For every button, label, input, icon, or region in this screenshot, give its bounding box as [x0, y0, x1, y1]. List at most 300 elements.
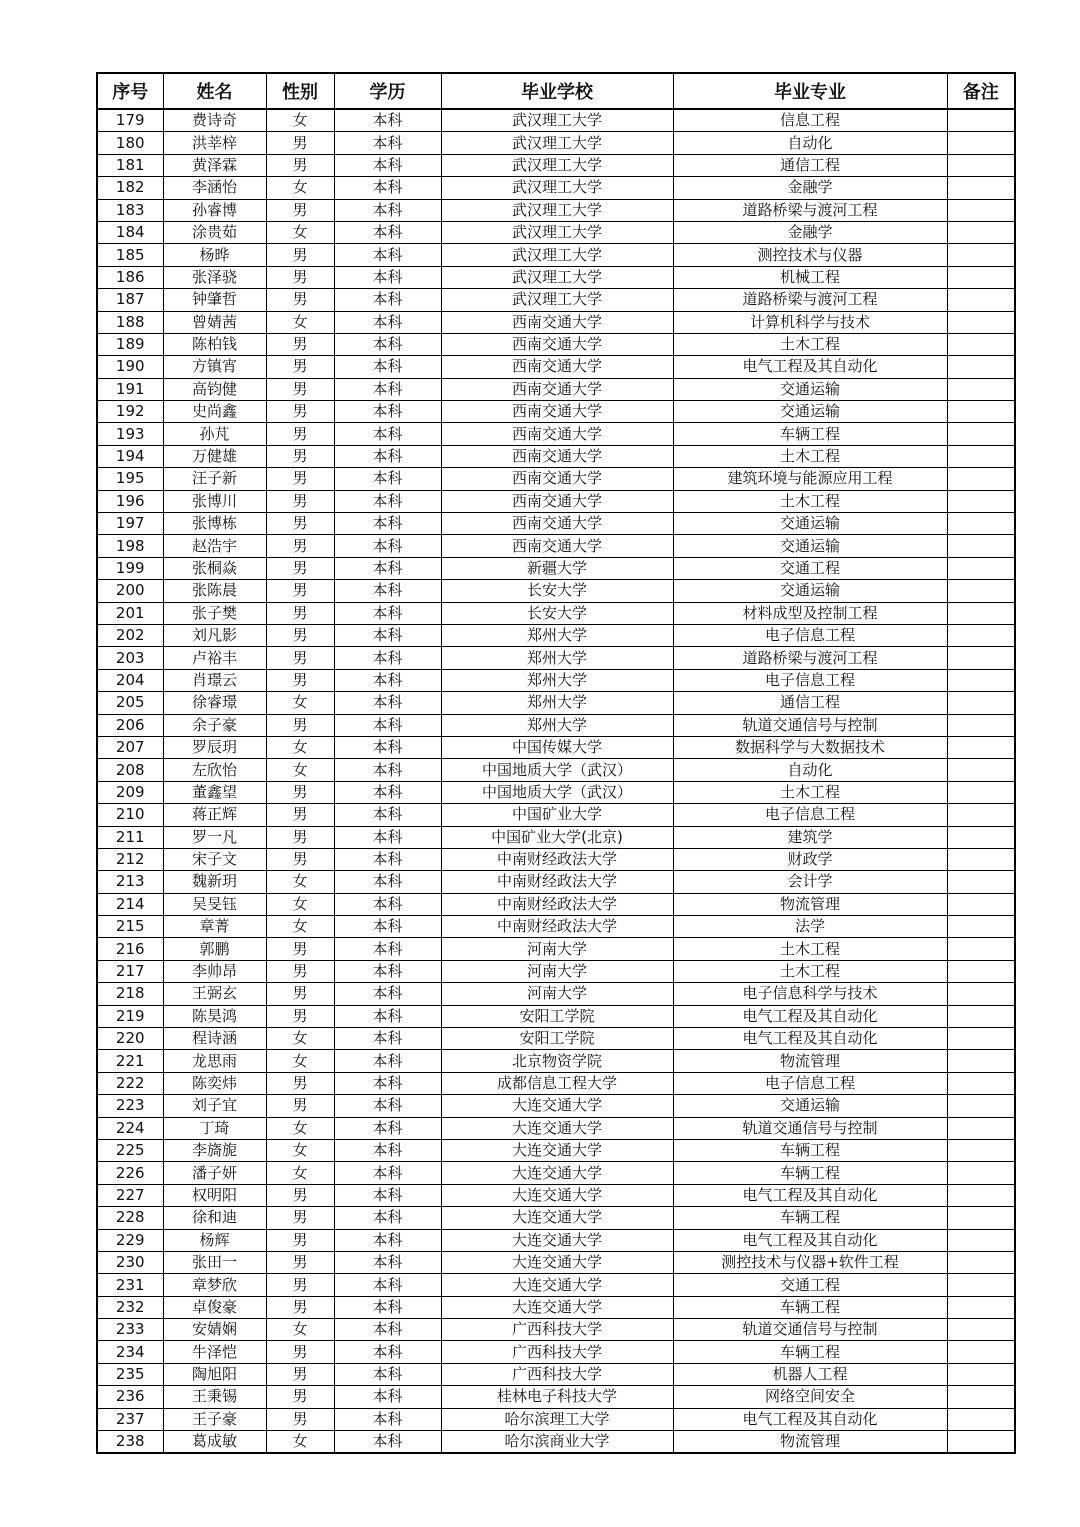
cell-major: 车辆工程	[673, 1296, 947, 1318]
cell-gender: 女	[266, 692, 334, 714]
header-no: 序号	[97, 73, 163, 109]
table-row	[97, 177, 1015, 199]
cell-no: 224	[97, 1117, 163, 1139]
table-row	[97, 378, 1015, 400]
cell-note	[947, 602, 1015, 624]
cell-note	[947, 154, 1015, 176]
table-row	[97, 1341, 1015, 1363]
cell-degree: 本科	[334, 423, 441, 445]
cell-degree: 本科	[334, 781, 441, 803]
cell-no: 194	[97, 445, 163, 467]
cell-name: 王秉锡	[163, 1386, 266, 1408]
cell-no: 211	[97, 826, 163, 848]
cell-major: 计算机科学与技术	[673, 311, 947, 333]
table-row	[97, 938, 1015, 960]
cell-degree: 本科	[334, 557, 441, 579]
cell-note	[947, 468, 1015, 490]
cell-name: 史尚鑫	[163, 401, 266, 423]
cell-degree: 本科	[334, 109, 441, 132]
cell-school: 大连交通大学	[441, 1207, 673, 1229]
cell-note	[947, 893, 1015, 915]
cell-name: 万健雄	[163, 445, 266, 467]
cell-school: 西南交通大学	[441, 490, 673, 512]
table-row	[97, 826, 1015, 848]
cell-name: 张田一	[163, 1251, 266, 1273]
cell-major: 电子信息工程	[673, 624, 947, 646]
cell-degree: 本科	[334, 916, 441, 938]
cell-no: 227	[97, 1184, 163, 1206]
cell-name: 魏新玥	[163, 871, 266, 893]
table-row	[97, 1028, 1015, 1050]
cell-gender: 男	[266, 938, 334, 960]
cell-note	[947, 490, 1015, 512]
cell-gender: 男	[266, 647, 334, 669]
cell-gender: 女	[266, 916, 334, 938]
cell-note	[947, 1274, 1015, 1296]
cell-note	[947, 1050, 1015, 1072]
cell-gender: 男	[266, 266, 334, 288]
cell-note	[947, 1005, 1015, 1027]
cell-gender: 男	[266, 1363, 334, 1385]
cell-note	[947, 759, 1015, 781]
cell-major: 道路桥梁与渡河工程	[673, 199, 947, 221]
cell-degree: 本科	[334, 826, 441, 848]
cell-major: 土木工程	[673, 445, 947, 467]
header-name: 姓名	[163, 73, 266, 109]
cell-school: 长安大学	[441, 580, 673, 602]
table-row	[97, 109, 1015, 132]
cell-school: 武汉理工大学	[441, 109, 673, 132]
cell-major: 土木工程	[673, 960, 947, 982]
cell-gender: 女	[266, 893, 334, 915]
cell-major: 电气工程及其自动化	[673, 1028, 947, 1050]
cell-gender: 女	[266, 736, 334, 758]
cell-gender: 女	[266, 1319, 334, 1341]
cell-major: 轨道交通信号与控制	[673, 1319, 947, 1341]
cell-major: 电气工程及其自动化	[673, 1184, 947, 1206]
cell-degree: 本科	[334, 177, 441, 199]
cell-name: 安婧娴	[163, 1319, 266, 1341]
cell-degree: 本科	[334, 1028, 441, 1050]
table-row	[97, 1386, 1015, 1408]
cell-school: 武汉理工大学	[441, 266, 673, 288]
header-note: 备注	[947, 73, 1015, 109]
cell-degree: 本科	[334, 1251, 441, 1273]
cell-name: 丁琦	[163, 1117, 266, 1139]
table-row	[97, 1408, 1015, 1430]
cell-school: 大连交通大学	[441, 1296, 673, 1318]
cell-degree: 本科	[334, 624, 441, 646]
cell-gender: 男	[266, 1184, 334, 1206]
cell-school: 河南大学	[441, 960, 673, 982]
cell-note	[947, 311, 1015, 333]
cell-gender: 男	[266, 1095, 334, 1117]
cell-note	[947, 177, 1015, 199]
cell-note	[947, 781, 1015, 803]
cell-school: 中南财经政法大学	[441, 871, 673, 893]
cell-gender: 男	[266, 401, 334, 423]
cell-degree: 本科	[334, 244, 441, 266]
cell-school: 西南交通大学	[441, 401, 673, 423]
cell-note	[947, 1408, 1015, 1430]
cell-school: 西南交通大学	[441, 356, 673, 378]
cell-major: 轨道交通信号与控制	[673, 1117, 947, 1139]
cell-degree: 本科	[334, 1431, 441, 1454]
table-row	[97, 692, 1015, 714]
cell-major: 法学	[673, 916, 947, 938]
cell-note	[947, 1139, 1015, 1161]
cell-no: 186	[97, 266, 163, 288]
cell-degree: 本科	[334, 848, 441, 870]
table-row	[97, 893, 1015, 915]
cell-school: 安阳工学院	[441, 1005, 673, 1027]
cell-note	[947, 647, 1015, 669]
cell-degree: 本科	[334, 1274, 441, 1296]
cell-school: 武汉理工大学	[441, 244, 673, 266]
cell-school: 大连交通大学	[441, 1117, 673, 1139]
table-row	[97, 602, 1015, 624]
cell-school: 武汉理工大学	[441, 289, 673, 311]
cell-school: 新疆大学	[441, 557, 673, 579]
cell-major: 电子信息工程	[673, 1072, 947, 1094]
cell-name: 洪莘梓	[163, 132, 266, 154]
cell-degree: 本科	[334, 1005, 441, 1027]
cell-no: 199	[97, 557, 163, 579]
cell-no: 205	[97, 692, 163, 714]
cell-no: 179	[97, 109, 163, 132]
cell-major: 土木工程	[673, 490, 947, 512]
cell-school: 哈尔滨理工大学	[441, 1408, 673, 1430]
cell-degree: 本科	[334, 871, 441, 893]
cell-name: 曾婧茜	[163, 311, 266, 333]
cell-degree: 本科	[334, 132, 441, 154]
cell-gender: 男	[266, 1229, 334, 1251]
table-row	[97, 468, 1015, 490]
table-row	[97, 580, 1015, 602]
cell-note	[947, 221, 1015, 243]
cell-degree: 本科	[334, 1229, 441, 1251]
cell-no: 213	[97, 871, 163, 893]
cell-no: 184	[97, 221, 163, 243]
cell-school: 中国矿业大学(北京)	[441, 826, 673, 848]
cell-degree: 本科	[334, 490, 441, 512]
cell-degree: 本科	[334, 1162, 441, 1184]
cell-school: 西南交通大学	[441, 468, 673, 490]
cell-note	[947, 1207, 1015, 1229]
table-row	[97, 1095, 1015, 1117]
table-row	[97, 647, 1015, 669]
table-row	[97, 1162, 1015, 1184]
cell-no: 236	[97, 1386, 163, 1408]
cell-major: 材料成型及控制工程	[673, 602, 947, 624]
cell-gender: 男	[266, 557, 334, 579]
cell-major: 网络空间安全	[673, 1386, 947, 1408]
cell-gender: 男	[266, 624, 334, 646]
cell-name: 潘子妍	[163, 1162, 266, 1184]
table-row	[97, 1296, 1015, 1318]
cell-note	[947, 109, 1015, 132]
cell-degree: 本科	[334, 311, 441, 333]
cell-degree: 本科	[334, 535, 441, 557]
cell-note	[947, 266, 1015, 288]
cell-no: 190	[97, 356, 163, 378]
cell-gender: 男	[266, 154, 334, 176]
cell-school: 大连交通大学	[441, 1095, 673, 1117]
cell-name: 卢裕丰	[163, 647, 266, 669]
cell-no: 185	[97, 244, 163, 266]
cell-name: 陶旭阳	[163, 1363, 266, 1385]
cell-no: 195	[97, 468, 163, 490]
cell-gender: 男	[266, 669, 334, 691]
cell-major: 土木工程	[673, 938, 947, 960]
cell-major: 交通工程	[673, 557, 947, 579]
cell-degree: 本科	[334, 1095, 441, 1117]
table-row	[97, 199, 1015, 221]
cell-no: 222	[97, 1072, 163, 1094]
cell-major: 交通运输	[673, 535, 947, 557]
cell-gender: 男	[266, 1274, 334, 1296]
cell-school: 西南交通大学	[441, 513, 673, 535]
cell-school: 武汉理工大学	[441, 221, 673, 243]
cell-name: 余子豪	[163, 714, 266, 736]
cell-name: 孙睿博	[163, 199, 266, 221]
cell-school: 中南财经政法大学	[441, 848, 673, 870]
cell-degree: 本科	[334, 893, 441, 915]
cell-name: 涂贵茹	[163, 221, 266, 243]
cell-note	[947, 199, 1015, 221]
cell-note	[947, 423, 1015, 445]
cell-no: 189	[97, 333, 163, 355]
cell-note	[947, 871, 1015, 893]
cell-school: 中国地质大学（武汉）	[441, 781, 673, 803]
cell-name: 章菁	[163, 916, 266, 938]
cell-degree: 本科	[334, 1139, 441, 1161]
cell-gender: 男	[266, 580, 334, 602]
cell-name: 陈奕炜	[163, 1072, 266, 1094]
cell-gender: 男	[266, 1296, 334, 1318]
cell-note	[947, 804, 1015, 826]
table-row	[97, 1363, 1015, 1385]
cell-note	[947, 938, 1015, 960]
cell-no: 235	[97, 1363, 163, 1385]
cell-degree: 本科	[334, 1117, 441, 1139]
cell-no: 206	[97, 714, 163, 736]
cell-name: 黄泽霖	[163, 154, 266, 176]
table-row	[97, 490, 1015, 512]
cell-no: 217	[97, 960, 163, 982]
cell-major: 测控技术与仪器+软件工程	[673, 1251, 947, 1273]
cell-gender: 男	[266, 781, 334, 803]
cell-gender: 男	[266, 602, 334, 624]
cell-school: 西南交通大学	[441, 333, 673, 355]
cell-school: 大连交通大学	[441, 1162, 673, 1184]
cell-no: 180	[97, 132, 163, 154]
cell-no: 234	[97, 1341, 163, 1363]
cell-degree: 本科	[334, 221, 441, 243]
cell-major: 信息工程	[673, 109, 947, 132]
cell-note	[947, 1229, 1015, 1251]
cell-note	[947, 714, 1015, 736]
cell-note	[947, 1251, 1015, 1273]
cell-degree: 本科	[334, 1386, 441, 1408]
cell-no: 191	[97, 378, 163, 400]
cell-name: 程诗涵	[163, 1028, 266, 1050]
cell-major: 建筑环境与能源应用工程	[673, 468, 947, 490]
table-row	[97, 154, 1015, 176]
cell-school: 中国矿业大学	[441, 804, 673, 826]
cell-note	[947, 1386, 1015, 1408]
cell-gender: 男	[266, 356, 334, 378]
cell-note	[947, 692, 1015, 714]
cell-degree: 本科	[334, 938, 441, 960]
table-row	[97, 1319, 1015, 1341]
cell-school: 中南财经政法大学	[441, 916, 673, 938]
table-row	[97, 221, 1015, 243]
cell-gender: 男	[266, 132, 334, 154]
cell-name: 张泽骁	[163, 266, 266, 288]
cell-gender: 女	[266, 1028, 334, 1050]
cell-note	[947, 1162, 1015, 1184]
cell-no: 193	[97, 423, 163, 445]
cell-degree: 本科	[334, 1050, 441, 1072]
cell-note	[947, 513, 1015, 535]
header-major: 毕业专业	[673, 73, 947, 109]
table-row	[97, 311, 1015, 333]
cell-no: 218	[97, 983, 163, 1005]
table-row	[97, 736, 1015, 758]
cell-major: 电气工程及其自动化	[673, 1005, 947, 1027]
table-row	[97, 1072, 1015, 1094]
cell-no: 237	[97, 1408, 163, 1430]
cell-degree: 本科	[334, 983, 441, 1005]
cell-major: 交通工程	[673, 1274, 947, 1296]
cell-school: 西南交通大学	[441, 445, 673, 467]
cell-major: 交通运输	[673, 378, 947, 400]
table-row	[97, 1431, 1015, 1454]
cell-no: 187	[97, 289, 163, 311]
cell-degree: 本科	[334, 602, 441, 624]
cell-name: 杨辉	[163, 1229, 266, 1251]
cell-major: 道路桥梁与渡河工程	[673, 289, 947, 311]
table-row	[97, 1229, 1015, 1251]
cell-note	[947, 244, 1015, 266]
cell-no: 210	[97, 804, 163, 826]
cell-major: 财政学	[673, 848, 947, 870]
cell-gender: 女	[266, 1431, 334, 1454]
cell-major: 自动化	[673, 759, 947, 781]
cell-note	[947, 1319, 1015, 1341]
cell-major: 电气工程及其自动化	[673, 356, 947, 378]
cell-major: 通信工程	[673, 154, 947, 176]
cell-school: 西南交通大学	[441, 423, 673, 445]
cell-major: 建筑学	[673, 826, 947, 848]
cell-no: 228	[97, 1207, 163, 1229]
cell-no: 226	[97, 1162, 163, 1184]
cell-school: 中南财经政法大学	[441, 893, 673, 915]
header-gender: 性别	[266, 73, 334, 109]
cell-note	[947, 580, 1015, 602]
cell-no: 229	[97, 1229, 163, 1251]
cell-major: 自动化	[673, 132, 947, 154]
cell-major: 电子信息科学与技术	[673, 983, 947, 1005]
cell-note	[947, 1363, 1015, 1385]
cell-name: 赵浩宇	[163, 535, 266, 557]
cell-school: 广西科技大学	[441, 1341, 673, 1363]
cell-school: 安阳工学院	[441, 1028, 673, 1050]
cell-no: 230	[97, 1251, 163, 1273]
cell-degree: 本科	[334, 356, 441, 378]
cell-degree: 本科	[334, 401, 441, 423]
cell-gender: 男	[266, 423, 334, 445]
cell-school: 西南交通大学	[441, 535, 673, 557]
cell-major: 车辆工程	[673, 1341, 947, 1363]
cell-degree: 本科	[334, 1296, 441, 1318]
cell-note	[947, 983, 1015, 1005]
cell-name: 牛泽恺	[163, 1341, 266, 1363]
cell-gender: 男	[266, 1386, 334, 1408]
cell-name: 董鑫望	[163, 781, 266, 803]
cell-major: 测控技术与仪器	[673, 244, 947, 266]
cell-no: 219	[97, 1005, 163, 1027]
cell-gender: 男	[266, 289, 334, 311]
cell-school: 武汉理工大学	[441, 177, 673, 199]
cell-no: 207	[97, 736, 163, 758]
table-row	[97, 624, 1015, 646]
table-row	[97, 871, 1015, 893]
cell-name: 王弼玄	[163, 983, 266, 1005]
cell-no: 216	[97, 938, 163, 960]
cell-gender: 男	[266, 1251, 334, 1273]
cell-no: 192	[97, 401, 163, 423]
cell-note	[947, 1028, 1015, 1050]
cell-gender: 女	[266, 1117, 334, 1139]
cell-degree: 本科	[334, 1319, 441, 1341]
cell-degree: 本科	[334, 1184, 441, 1206]
cell-no: 220	[97, 1028, 163, 1050]
cell-degree: 本科	[334, 759, 441, 781]
cell-name: 钟肇哲	[163, 289, 266, 311]
cell-degree: 本科	[334, 1341, 441, 1363]
cell-no: 221	[97, 1050, 163, 1072]
cell-degree: 本科	[334, 692, 441, 714]
cell-name: 葛成敏	[163, 1431, 266, 1454]
cell-gender: 男	[266, 714, 334, 736]
cell-gender: 女	[266, 1050, 334, 1072]
cell-no: 209	[97, 781, 163, 803]
cell-name: 张博川	[163, 490, 266, 512]
cell-no: 201	[97, 602, 163, 624]
cell-no: 198	[97, 535, 163, 557]
cell-gender: 男	[266, 960, 334, 982]
table-row	[97, 445, 1015, 467]
cell-degree: 本科	[334, 445, 441, 467]
cell-major: 交通运输	[673, 580, 947, 602]
cell-major: 轨道交通信号与控制	[673, 714, 947, 736]
cell-gender: 男	[266, 1341, 334, 1363]
cell-name: 宋子文	[163, 848, 266, 870]
cell-name: 章梦欣	[163, 1274, 266, 1296]
cell-degree: 本科	[334, 289, 441, 311]
cell-major: 物流管理	[673, 893, 947, 915]
cell-major: 电子信息工程	[673, 669, 947, 691]
cell-name: 张陈晨	[163, 580, 266, 602]
cell-school: 武汉理工大学	[441, 154, 673, 176]
cell-no: 231	[97, 1274, 163, 1296]
cell-name: 刘子宜	[163, 1095, 266, 1117]
cell-no: 200	[97, 580, 163, 602]
cell-name: 李帅昂	[163, 960, 266, 982]
table-row	[97, 669, 1015, 691]
